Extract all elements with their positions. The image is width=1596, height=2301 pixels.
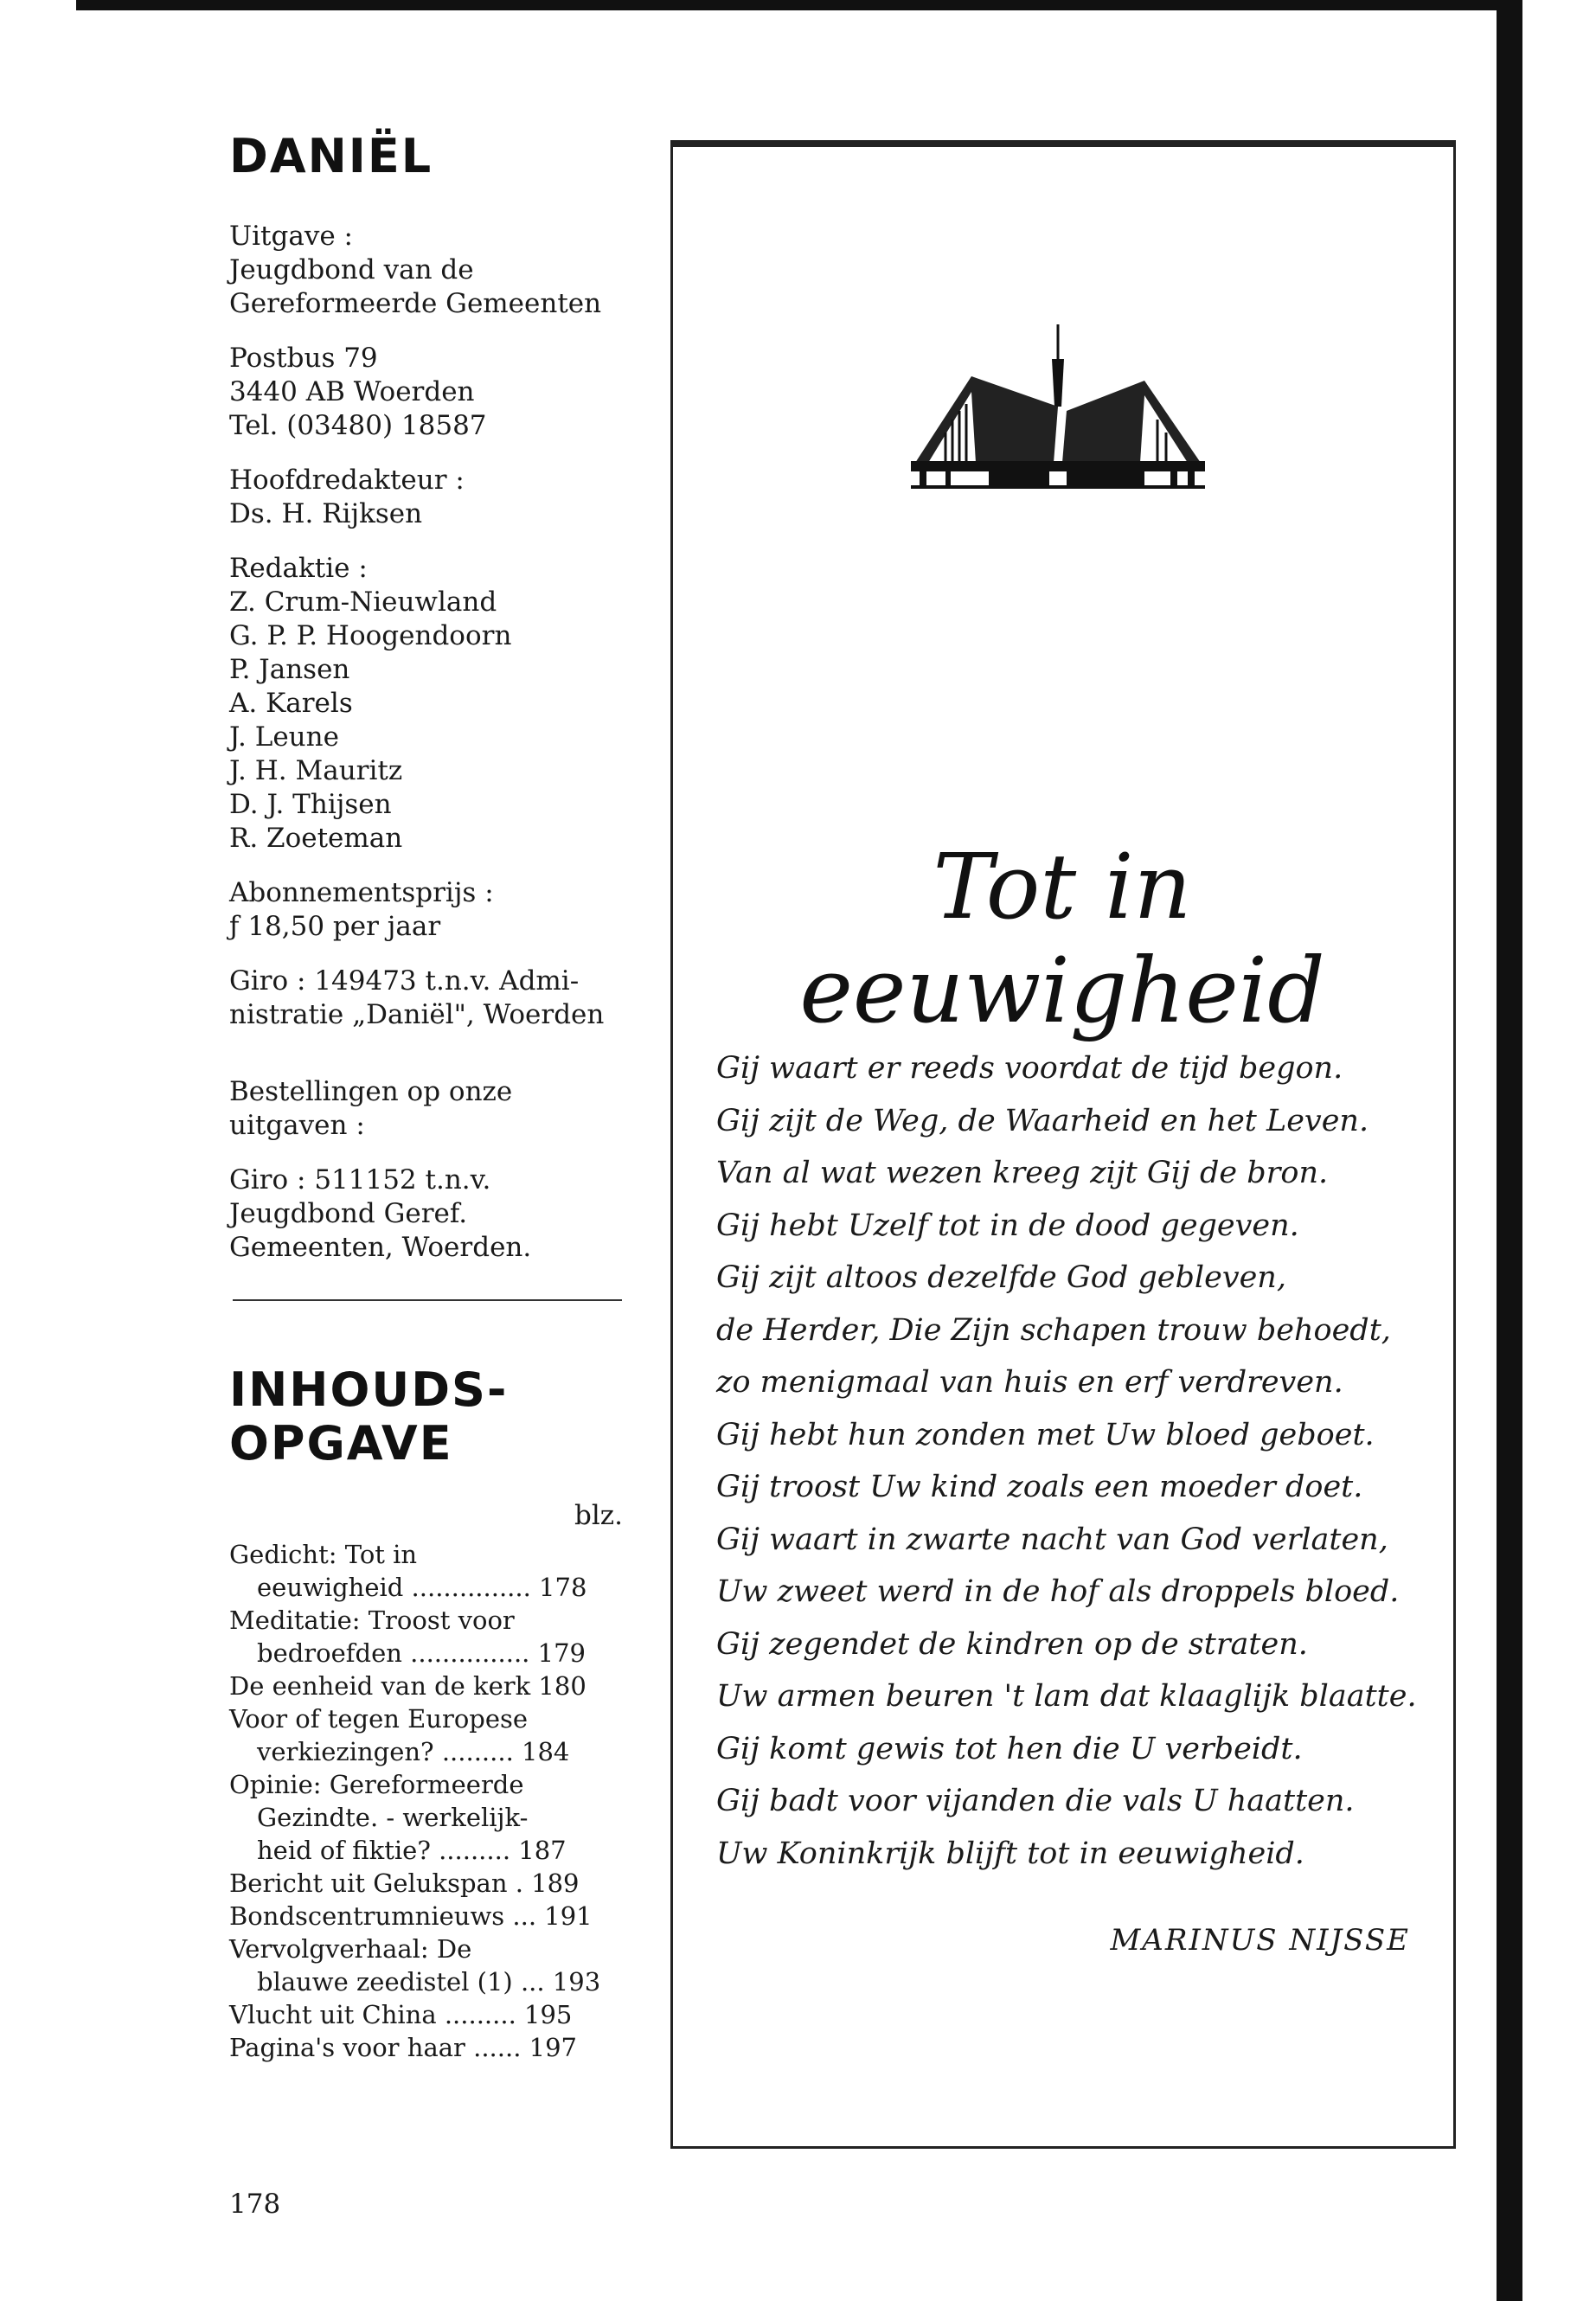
toc-row: blauwe zeedistel (1) ... 193 <box>257 1967 601 1997</box>
toc-heading <box>229 1363 631 1471</box>
giro-line: Giro : 149473 t.n.v. Admi- <box>229 965 580 997</box>
uitgave-line: Gereformeerde Gemeenten <box>229 288 602 319</box>
giro2-line: Giro : 511152 t.n.v. <box>229 1164 491 1195</box>
toc-row: Pagina's voor haar ...... 197 <box>229 2033 577 2062</box>
poem-line: Gij badt voor vijanden die vals U haatten. <box>716 1784 1355 1818</box>
poem-line: Gij hebt Uzelf tot in de dood gegeven. <box>716 1208 1299 1243</box>
church-illustration <box>911 324 1205 489</box>
abonnement-block <box>229 876 631 944</box>
redaktie-member: G. P. P. Hoogendoorn <box>229 620 512 651</box>
redaktie-block <box>229 552 631 856</box>
redaktie-member: P. Jansen <box>229 654 350 685</box>
hoofdredakteur-name: Ds. H. Rijksen <box>229 498 423 529</box>
toc-row: Gedicht: Tot in <box>229 1540 418 1569</box>
section-divider <box>233 1299 622 1301</box>
poem-line: zo menigmaal van huis en erf verdreven. <box>716 1365 1343 1400</box>
top-border <box>76 0 1522 10</box>
giro2-line: Gemeenten, Woerden. <box>229 1232 532 1263</box>
giro2-line: Jeugdbond Geref. <box>229 1198 468 1229</box>
abonnement-price: ƒ 18,50 per jaar <box>229 911 441 942</box>
toc-row: Meditatie: Troost voor <box>229 1606 515 1635</box>
bestellingen-block <box>229 1075 631 1143</box>
frame-top-border <box>673 143 1453 147</box>
toc-row: Vlucht uit China ......... 195 <box>229 2000 573 2029</box>
toc-row: Gezindte. - werkelijk- <box>257 1803 529 1832</box>
toc-row: bedroefden ............... 179 <box>257 1638 586 1668</box>
toc-row: Bondscentrumnieuws ... 191 <box>229 1901 593 1931</box>
poem-line: Gij komt gewis tot hen die U verbeidt. <box>716 1731 1303 1766</box>
toc-row: De eenheid van de kerk 180 <box>229 1671 586 1701</box>
poem-frame <box>670 140 1456 2149</box>
giro2-block <box>229 1163 631 1265</box>
toc-list <box>229 1538 631 2064</box>
poem-line: Uw armen beuren 't lam dat klaaglijk blaatte. <box>716 1679 1417 1714</box>
address-line: 3440 AB Woerden <box>229 376 475 407</box>
redaktie-member: D. J. Thijsen <box>229 789 392 820</box>
poem-line: de Herder, Die Zijn schapen trouw behoedt, <box>716 1312 1391 1348</box>
hoofdredakteur-block <box>229 464 631 531</box>
toc-row: verkiezingen? ......... 184 <box>257 1737 570 1766</box>
poem-line: Gij zijt altoos dezelfde God gebleven, <box>716 1260 1286 1295</box>
poem-title: Tot in eeuwigheid <box>799 834 1325 1043</box>
poem-line: Gij waart er reeds voordat de tijd begon. <box>716 1051 1343 1086</box>
toc-row: eeuwigheid ............... 178 <box>257 1573 587 1602</box>
toc-row: Opinie: Gereformeerde <box>229 1770 524 1799</box>
redaktie-member: A. Karels <box>229 688 353 719</box>
poem-line: Gij troost Uw kind zoals een moeder doet. <box>716 1470 1363 1504</box>
address-block <box>229 342 631 443</box>
toc-heading-line: INHOUDS- <box>229 1362 509 1417</box>
giro-block <box>229 965 631 1032</box>
page-number: 178 <box>229 2189 281 2220</box>
poem-line: Van al wat wezen kreeg zijt Gij de bron. <box>716 1156 1329 1190</box>
hoofdredakteur-label: Hoofdredakteur : <box>229 465 465 496</box>
poem-line: Gij zegendet de kindren op de straten. <box>716 1626 1308 1662</box>
toc-page-label: blz. <box>574 1500 623 1531</box>
giro-line: nistratie „Daniël", Woerden <box>229 999 605 1030</box>
poem-line: Gij waart in zwarte nacht van God verlaten, <box>716 1522 1388 1557</box>
redaktie-member: J. Leune <box>229 721 339 753</box>
toc-row: Vervolgverhaal: De <box>229 1934 472 1964</box>
uitgave-block <box>229 220 631 321</box>
abonnement-label: Abonnementsprijs : <box>229 877 494 908</box>
colophon <box>229 220 631 1265</box>
toc-row: Voor of tegen Europese <box>229 1704 529 1734</box>
masthead-column <box>229 130 631 2064</box>
uitgave-line: Jeugdbond van de <box>229 254 474 285</box>
right-edge-border <box>1497 0 1522 2301</box>
toc-row: Bericht uit Geluk​span . 189 <box>229 1868 580 1898</box>
address-line: Tel. (03480) 18587 <box>229 410 487 441</box>
redaktie-member: R. Zoeteman <box>229 823 403 854</box>
poem-line: Uw zweet werd in de hof als droppels bloed. <box>716 1574 1400 1609</box>
uitgave-label: Uitgave : <box>229 221 353 252</box>
redaktie-member: Z. Crum-Nieuwland <box>229 586 497 618</box>
redaktie-member: J. H. Mauritz <box>229 755 403 786</box>
poem-body <box>716 1042 1426 1880</box>
poem-line: Gij zijt de Weg, de Waarheid en het Leven. <box>716 1103 1369 1138</box>
toc-heading-line: OPGAVE <box>229 1416 453 1471</box>
magazine-title: DANIËL <box>229 129 433 183</box>
toc-row: heid of fiktie? ......... 187 <box>257 1836 567 1865</box>
poem-author: MARINUS NIJSSE <box>1110 1923 1410 1958</box>
poem-line: Gij hebt hun zonden met Uw bloed geboet. <box>716 1417 1375 1452</box>
bestellingen-line: uitgaven : <box>229 1110 365 1141</box>
poem-line: Uw Koninkrijk blijft tot in eeuwigheid. <box>716 1836 1304 1871</box>
bestellingen-line: Bestellingen op onze <box>229 1076 513 1107</box>
address-line: Postbus 79 <box>229 343 378 374</box>
redaktie-label: Redaktie : <box>229 553 368 584</box>
